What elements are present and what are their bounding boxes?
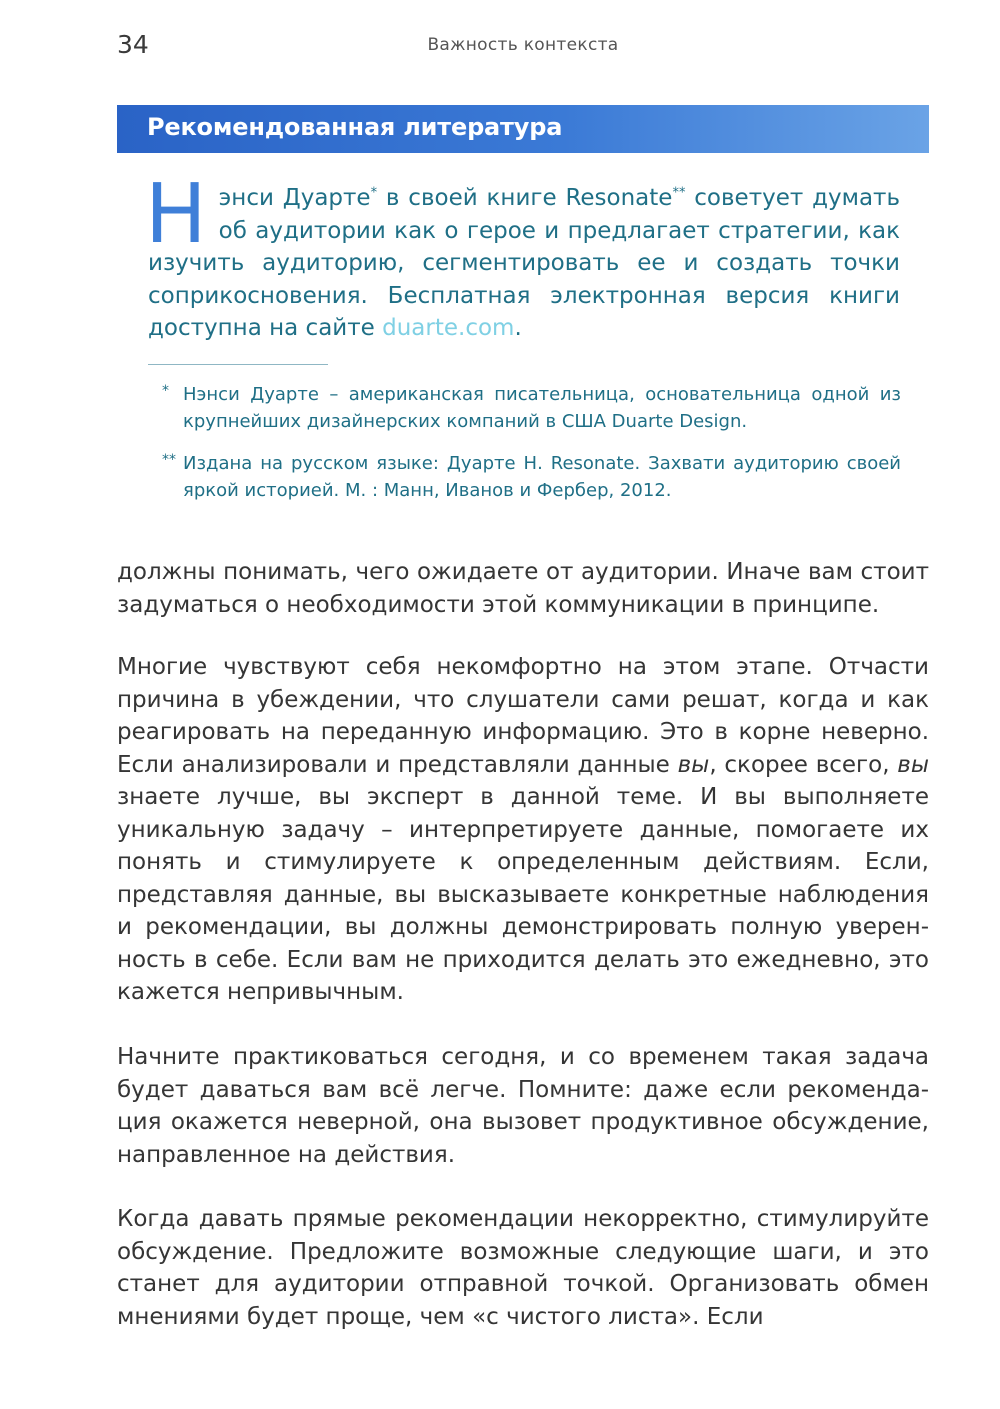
sidebar-text-b: в своей книге Resonate	[377, 185, 673, 211]
body-paragraph-3: Начните практиковаться сегодня, и со временем такая задача будет даваться вам всё легче. Помните: даже если рекомендация окажется неверной, она вызовет продуктивное обсуждение, направленное на действия.	[117, 1044, 929, 1168]
p2-text-c: знаете лучше, вы эксперт в данной теме. И вы выполняете уникальную задачу – интерпретируете данные, помогаете их понять и стимулируете к определенным действиям. Если, представляя данные, вы высказываете конкретные наблюдения и рекомендации, вы должны демонстрировать полную уверенность в себе. Если вам не приходится делать это ежедневно, это кажется непривычным.	[117, 784, 929, 1005]
footnote-1-text: Нэнси Дуарте – американская писательница, основательница одной из крупнейших дизайнерских компаний в США Duarte Design.	[183, 384, 901, 432]
sidebar-text	[145, 167, 901, 345]
body-paragraph-2	[117, 651, 929, 1009]
drop-cap: Н	[145, 167, 207, 262]
footnote-ref-2[interactable]: **	[672, 185, 686, 201]
body-paragraph-4: Когда давать прямые рекомендации некорректно, стимулируйте обсуждение. Предложите возможные следующие шаги, и это станет для аудитории отправной точкой. Организовать обмен мнениями будет проще, чем «с чистого листа». Если	[117, 1206, 929, 1330]
p2-text-a: Многие чувствуют себя некомфортно на этом этапе. Отчасти причина в убеждении, что слушатели сами решат, когда и как реагировать на переданную информацию. Это в корне неверно. Если анализировали и представляли данные	[117, 654, 929, 778]
footnote-1	[162, 381, 901, 435]
sidebar-text-end: .	[514, 315, 522, 341]
footnote-ref-1[interactable]: *	[370, 185, 378, 201]
sidebar-text-c: советует думать об аудитории как о герое и предлагает стратегии, как изучить аудиторию, сегментировать ее и создать точки соприкосновения. Бесплатная электронная версия книги доступна на сайте	[148, 185, 901, 341]
footnote-2	[162, 450, 901, 504]
sidebar-banner	[117, 105, 929, 153]
running-head: Важность контекста	[427, 35, 619, 55]
sidebar-text-a: энси Дуарте	[218, 185, 371, 211]
p2-emphasis-2: вы	[897, 751, 929, 778]
p2-emphasis-1: вы	[677, 751, 710, 778]
p2-text-b: , скорее всего,	[709, 751, 898, 778]
footnote-2-mark: **	[162, 452, 176, 468]
sidebar-title: Рекомендованная литература	[147, 113, 563, 141]
duarte-link[interactable]: duarte.com	[382, 315, 515, 341]
body-paragraph-1: должны понимать, чего ожидаете от аудитории. Иначе вам стоит задуматься о необходимости этой коммуникации в принципе.	[117, 559, 929, 618]
footnote-2-text: Издана на русском языке: Дуарте Н. Resonate. Захвати аудиторию своей яркой историей. М. : Манн, Иванов и Фербер, 2012.	[183, 453, 901, 501]
footnote-1-mark: *	[162, 383, 169, 399]
page-number: 34	[117, 30, 149, 59]
footnote-divider	[148, 364, 328, 365]
